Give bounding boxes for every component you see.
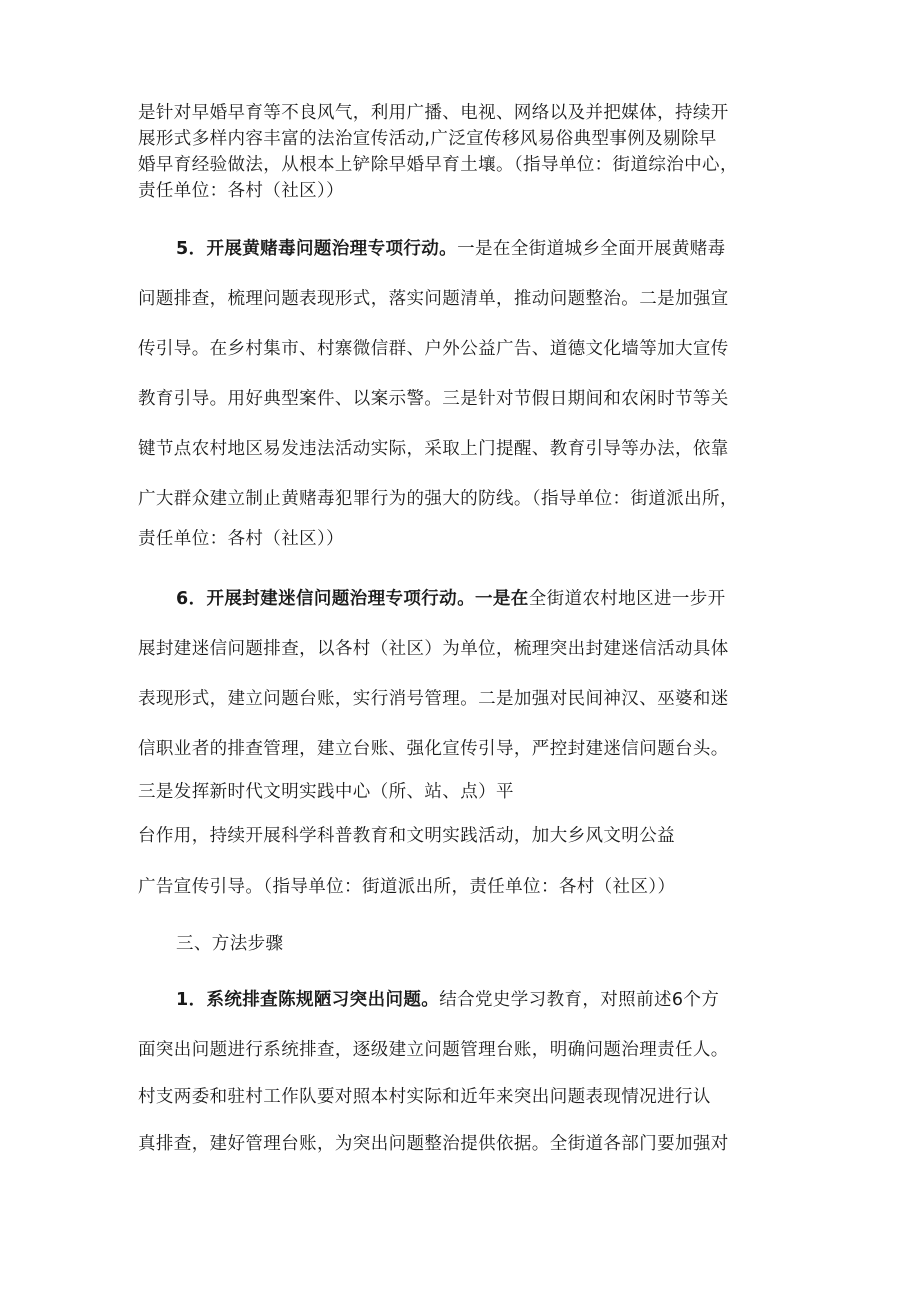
para-line: 是针对早婚早育等不良风气，利用广播、电视、网络以及并把媒体，持续开 <box>138 103 729 123</box>
para-line: 展封建迷信问题排查，以各村（社区）为单位，梳理突出封建迷信活动具体 <box>138 639 729 659</box>
step1-heading: 1．系统排查陈规陋习突出问题。 <box>176 990 440 1010</box>
item6-lead: 全街道农村地区进一步开 <box>528 589 726 609</box>
item6-first-line <box>176 585 726 610</box>
para-line: 面突出问题进行系统排查，逐级建立问题管理台账，明确问题治理责任人。 <box>138 1040 729 1060</box>
item5-lead: 一是在全街道城乡全面开展黄赌毒 <box>457 239 726 259</box>
para-line: 问题排查，梳理问题表现形式，落实问题清单，推动问题整治。二是加强宣 <box>138 289 729 309</box>
item5-heading: 5．开展黄赌毒问题治理专项行动。 <box>176 239 458 259</box>
item6-heading: 6．开展封建迷信问题治理专项行动。一是在 <box>176 589 529 609</box>
para-line: 三是发挥新时代文明实践中心（所、站、点）平 <box>138 782 514 802</box>
para-line: 责任单位：各村（社区）） <box>138 181 345 201</box>
para-line: 广大群众建立制止黄赌毒犯罪行为的强大的防线。（指导单位：街道派出所， <box>138 489 738 509</box>
step1-lead: 结合党史学习教育，对照前述6个方 <box>439 990 720 1010</box>
para-line: 传引导。在乡村集市、村寨微信群、户外公益广告、道德文化墙等加大宣传 <box>138 339 729 359</box>
para-line: 婚早育经验做法，从根本上铲除早婚早育土壤。（指导单位：街道综治中心， <box>138 155 738 175</box>
para-line: 教育引导。用好典型案件、以案示警。三是针对节假日期间和农闲时节等关 <box>138 389 729 409</box>
para-line: 信职业者的排查管理，建立台账、强化宣传引导，严控封建迷信问题台头。 <box>138 739 729 759</box>
para-line: 台作用，持续开展科学科普教育和文明实践活动，加大乡风文明公益 <box>138 826 675 846</box>
para-line: 责任单位：各村（社区）） <box>138 529 345 549</box>
para-line: 键节点农村地区易发违法活动实际，采取上门提醒、教育引导等办法，依靠 <box>138 439 729 459</box>
para-line: 展形式多样内容丰富的法治宣传活动,广泛宣传移风易俗典型事例及剔除早 <box>138 129 717 149</box>
para-line: 表现形式，建立问题台账，实行消号管理。二是加强对民间神汉、巫婆和迷 <box>138 689 729 709</box>
item5-first-line <box>176 235 726 260</box>
para-line: 村支两委和驻村工作队要对照本村实际和近年来突出问题表现情况进行认 <box>138 1087 711 1107</box>
step1-first-line <box>176 986 719 1011</box>
para-line: 广告宣传引导。（指导单位：街道派出所，责任单位：各村（社区）） <box>138 877 676 897</box>
para-line: 真排查，建好管理台账，为突出问题整治提供依据。全街道各部门要加强对 <box>138 1134 729 1154</box>
section-title: 三、方法步骤 <box>176 934 284 954</box>
